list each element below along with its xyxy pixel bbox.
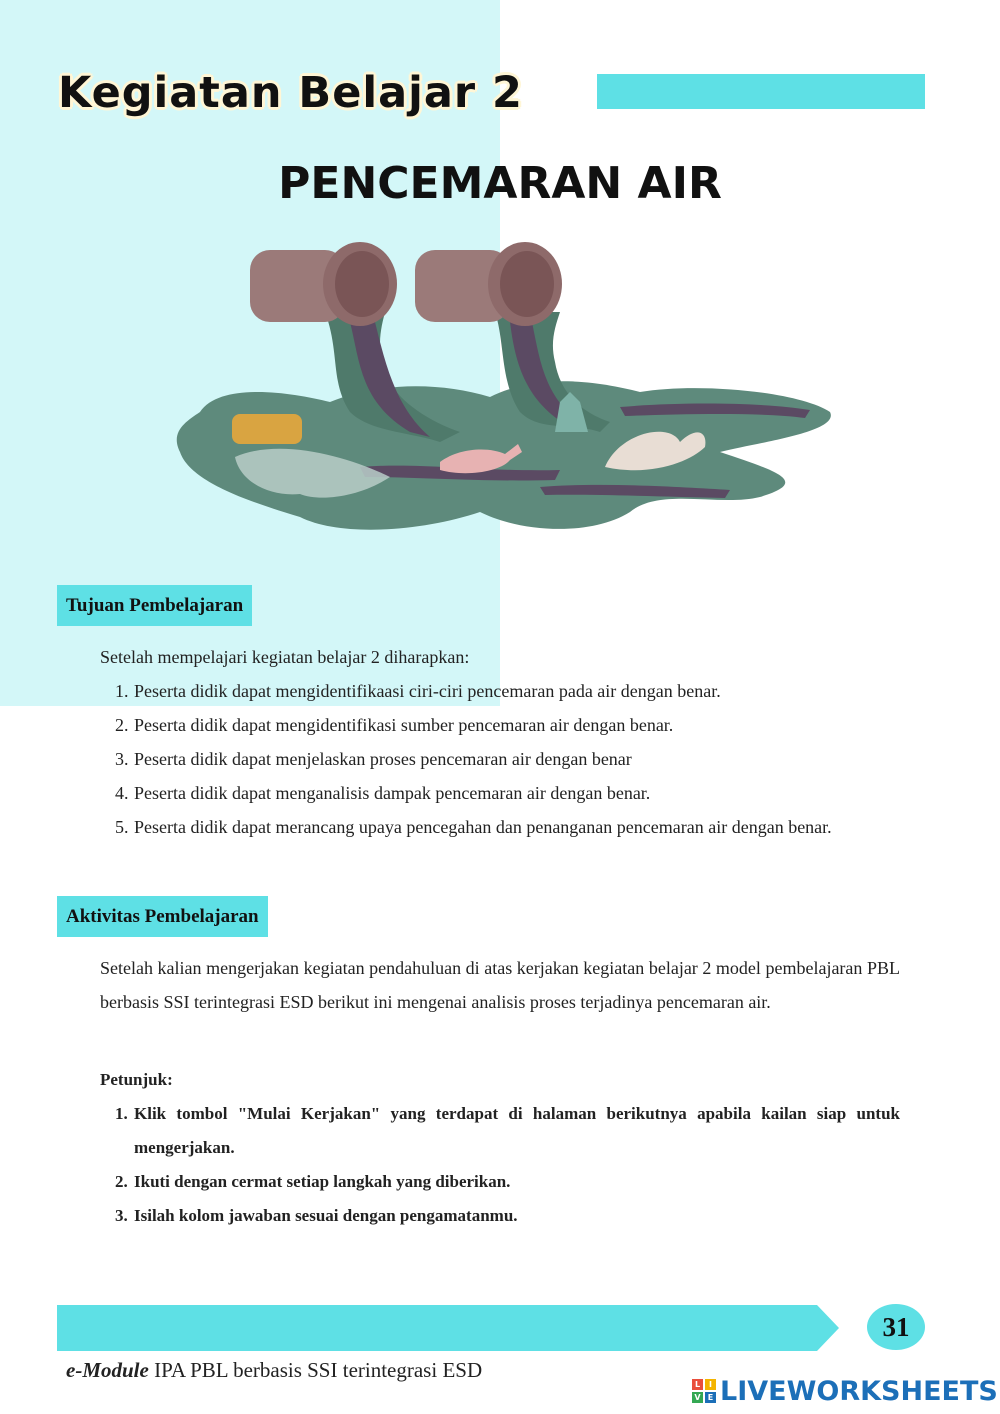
list-item: 4. Peserta didik dapat menganalisis dampak pencemaran air dengan benar. [115,783,651,803]
module-caption: e-Module IPA PBL berbasis SSI terintegrasi ESD [66,1358,483,1382]
liveworksheets-wordmark: LIVEWORKSHEETS [720,1375,998,1407]
trash-can [232,414,302,444]
petunjuk-list [100,1097,900,1233]
aktivitas-section-label: Aktivitas Pembelajaran [57,896,268,937]
petunjuk-heading: Petunjuk: [100,1070,173,1089]
list-item: 3. Isilah kolom jawaban sesuai dengan pengamatanmu. [115,1206,518,1225]
water-pollution-illustration [160,232,840,552]
list-item: 1. Peserta didik dapat mengidentifikaasi ciri-ciri pencemaran pada air dengan benar. [115,681,721,701]
list-item: 2. Ikuti dengan cermat setiap langkah yang diberikan. [115,1172,511,1191]
tujuan-list [100,674,900,844]
tujuan-section-label: Tujuan Pembelajaran [57,585,252,626]
list-item: 5. Peserta didik dapat merancang upaya pencegahan dan penanganan pencemaran air dengan benar. [115,817,832,837]
section-banner: Kegiatan Belajar 2 [58,68,523,118]
tujuan-intro: Setelah mempelajari kegiatan belajar 2 diharapkan: [100,647,470,667]
banner-accent-bar [597,74,925,109]
list-item: 2. Peserta didik dapat mengidentifikasi sumber pencemaran air dengan benar. [115,715,674,735]
liveworksheets-logo[interactable] [692,1376,998,1406]
aktivitas-paragraph: Setelah kalian mengerjakan kegiatan pendahuluan di atas kerjakan kegiatan belajar 2 model pembelajaran PBL berbasis SSI terintegrasi ESD berikut ini mengenai analisis proses terjadinya pencemaran air. [100,958,900,1012]
liveworksheets-icon: L I V E [692,1379,716,1403]
page-title: PENCEMARAN AIR [278,158,722,209]
footer-bar [57,1305,817,1351]
page-number: 31 [867,1304,925,1350]
pipe-right [415,242,562,326]
footer-arrow [817,1305,839,1351]
list-item: 3. Peserta didik dapat menjelaskan proses pencemaran air dengan benar [115,749,632,769]
pipe-left [250,242,397,326]
list-item: 1. Klik tombol "Mulai Kerjakan" yang terdapat di halaman berikutnya apabila kailan siap untuk mengerjakan. [115,1104,900,1157]
